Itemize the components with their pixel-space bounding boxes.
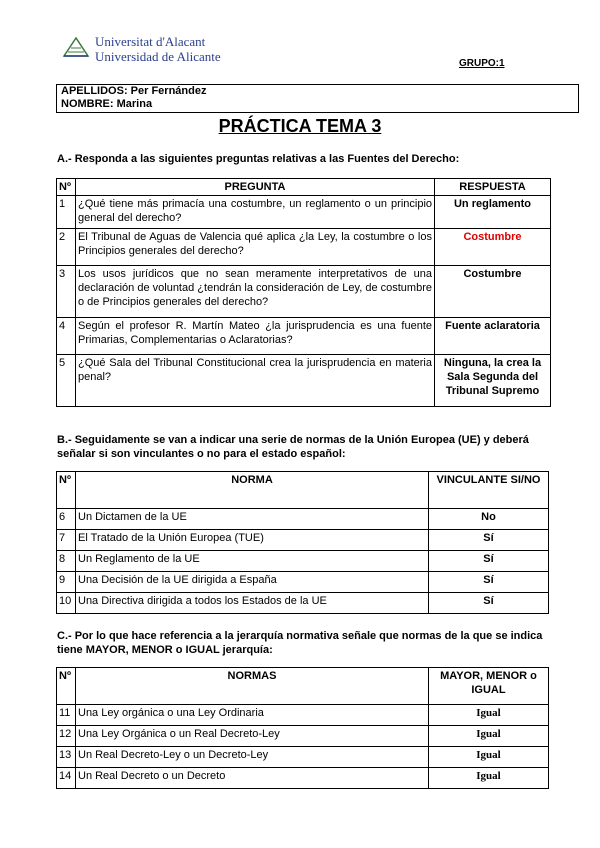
header-norma: NORMA: [76, 472, 429, 509]
table-row: [57, 530, 549, 551]
row-number: 13: [57, 747, 76, 768]
table-row: [57, 768, 549, 789]
question-text: ¿Qué Sala del Tribunal Constitucional crea la jurisprudencia en materia penal?: [76, 355, 435, 407]
header-respuesta: RESPUESTA: [435, 179, 551, 196]
university-logo: [62, 34, 242, 68]
table-row: [57, 551, 549, 572]
university-name-spanish: Universidad de Alicante: [95, 49, 221, 64]
table-row: [57, 705, 549, 726]
jerarquia-value: Igual: [429, 768, 549, 789]
section-c-table: [56, 667, 549, 789]
normas-text: Un Real Decreto o un Decreto: [76, 768, 429, 789]
jerarquia-value: Igual: [429, 705, 549, 726]
normas-text: Un Real Decreto-Ley o un Decreto-Ley: [76, 747, 429, 768]
row-number: 14: [57, 768, 76, 789]
answer-text: Un reglamento: [435, 196, 551, 229]
row-number: 7: [57, 530, 76, 551]
table-row: [57, 196, 551, 229]
norma-text: El Tratado de la Unión Europea (TUE): [76, 530, 429, 551]
table-row: [57, 509, 549, 530]
question-text: El Tribunal de Aguas de Valencia qué aplica ¿la Ley, la costumbre o los Principios generales del derecho?: [76, 229, 435, 266]
row-number: 9: [57, 572, 76, 593]
norma-text: Una Directiva dirigida a todos los Estados de la UE: [76, 593, 429, 614]
table-header-row: [57, 668, 549, 705]
nombre-field: NOMBRE: Marina: [61, 98, 153, 110]
row-number: 12: [57, 726, 76, 747]
table-row: [57, 593, 549, 614]
university-name-valencian: Universitat d'Alacant: [95, 34, 206, 49]
normas-text: Una Ley Orgánica o un Real Decreto-Ley: [76, 726, 429, 747]
header-num: Nº: [57, 668, 76, 705]
section-a-intro: A.- Responda a las siguientes preguntas relativas a las Fuentes del Derecho:: [57, 153, 460, 165]
university-emblem-icon: [62, 34, 90, 58]
vinculante-value: Sí: [429, 551, 549, 572]
row-number: 8: [57, 551, 76, 572]
vinculante-value: Sí: [429, 530, 549, 551]
norma-text: Un Dictamen de la UE: [76, 509, 429, 530]
answer-text: Ninguna, la crea la Sala Segunda del Tribunal Supremo: [435, 355, 551, 407]
row-number: 3: [57, 266, 76, 318]
section-b-intro: B.- Seguidamente se van a indicar una serie de normas de la Unión Europea (UE) y deberá señalar si son vinculantes o no para el estado español:: [57, 434, 529, 460]
header-pregunta: PREGUNTA: [76, 179, 435, 196]
normas-text: Una Ley orgánica o una Ley Ordinaria: [76, 705, 429, 726]
section-b-table: [56, 471, 549, 614]
norma-text: Un Reglamento de la UE: [76, 551, 429, 572]
row-number: 10: [57, 593, 76, 614]
answer-text: Costumbre: [435, 266, 551, 318]
norma-text: Una Decisión de la UE dirigida a España: [76, 572, 429, 593]
row-number: 4: [57, 318, 76, 355]
row-number: 2: [57, 229, 76, 266]
jerarquia-value: Igual: [429, 747, 549, 768]
answer-text: Costumbre: [435, 229, 551, 266]
section-c-intro: C.- Por lo que hace referencia a la jerarquía normativa señale que normas de la que se indica tiene MAYOR, MENOR o IGUAL jerarquía:: [57, 630, 543, 656]
vinculante-value: No: [429, 509, 549, 530]
apellidos-field: APELLIDOS: Per Fernández: [61, 85, 207, 97]
answer-text: Fuente aclaratoria: [435, 318, 551, 355]
table-header-row: [57, 472, 549, 509]
question-text: ¿Qué tiene más primacía una costumbre, un reglamento o un principio general del derecho?: [76, 196, 435, 229]
section-a-table: [56, 178, 551, 407]
jerarquia-value: Igual: [429, 726, 549, 747]
page-title: PRÁCTICA TEMA 3: [218, 116, 382, 136]
student-info-box: [56, 84, 579, 113]
question-text: Los usos jurídicos que no sean meramente interpretativos de una declaración de voluntad ¿tendrán la consideración de Ley, de costumbre o de Principios generales del derecho?: [76, 266, 435, 318]
header-num: Nº: [57, 472, 76, 509]
table-row: [57, 572, 549, 593]
header-num: Nº: [57, 179, 76, 196]
question-text: Según el profesor R. Martín Mateo ¿la jurisprudencia es una fuente Primarias, Complementarias o Aclaratorias?: [76, 318, 435, 355]
table-row: [57, 229, 551, 266]
row-number: 5: [57, 355, 76, 407]
vinculante-value: Sí: [429, 593, 549, 614]
row-number: 11: [57, 705, 76, 726]
table-row: [57, 726, 549, 747]
header-vinculante: VINCULANTE SI/NO: [429, 472, 549, 509]
row-number: 6: [57, 509, 76, 530]
table-header-row: [57, 179, 551, 196]
table-row: [57, 355, 551, 407]
vinculante-value: Sí: [429, 572, 549, 593]
grupo-label: GRUPO:1: [459, 58, 505, 69]
table-row: [57, 318, 551, 355]
header-normas: NORMAS: [76, 668, 429, 705]
row-number: 1: [57, 196, 76, 229]
header-jerarquia: MAYOR, MENOR o IGUAL: [429, 668, 549, 705]
table-row: [57, 747, 549, 768]
table-row: [57, 266, 551, 318]
